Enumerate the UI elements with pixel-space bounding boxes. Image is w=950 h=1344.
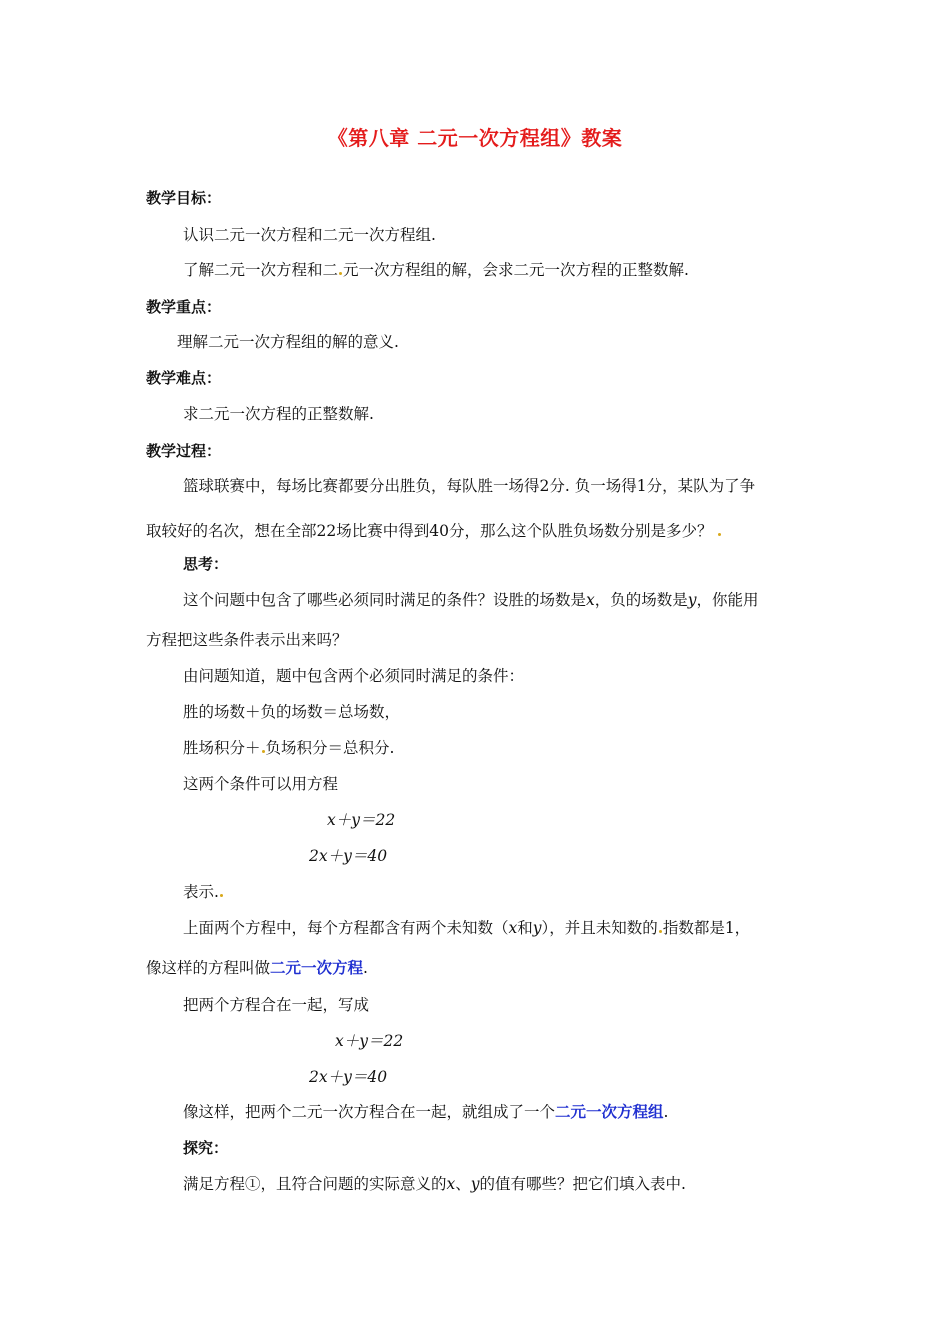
problem-line-2-text: 取较好的名次，想在全部22场比赛中得到40分，那么这个队胜负场数分别是多少？	[146, 522, 713, 540]
combine-intro: 把两个方程合在一起，写成	[183, 996, 370, 1014]
think-line-2: 方程把这些条件表示出来吗？	[146, 631, 348, 649]
explore-line-a: 满足方程①，且符合问题的实际意义的	[183, 1175, 447, 1193]
think-line-1-b: ，负的场数是	[594, 591, 688, 609]
definition-line-1-a: 上面两个方程中，每个方程都含有两个未知数（	[183, 919, 509, 937]
objectives-heading: 教学目标：	[146, 189, 222, 207]
think-line-1-a: 这个问题中包含了哪些必须同时满足的条件？设胜的场数是	[183, 591, 587, 609]
term-linear-equation-two-unknowns: 二元一次方程	[270, 959, 364, 977]
process-heading: 教学过程：	[146, 442, 222, 460]
conditions-intro: 由问题知道，题中包含两个必须同时满足的条件：	[183, 667, 525, 685]
equation-4: 2x＋y＝40	[309, 1068, 388, 1086]
system-definition-a: 像这样，把两个二元一次方程合在一起，就组成了一个	[183, 1103, 556, 1121]
system-definition-b: .	[663, 1103, 669, 1121]
definition-and: 和	[517, 919, 533, 937]
express-line	[183, 882, 224, 902]
equation-1: x＋y＝22	[327, 811, 396, 829]
variable-y: y	[532, 919, 542, 937]
key-points-heading: 教学重点：	[146, 298, 222, 316]
explore-separator: 、	[455, 1175, 471, 1193]
think-line-1-c: ，你能用	[696, 591, 759, 609]
definition-line-1	[183, 918, 750, 938]
equation-intro: 这两个条件可以用方程	[183, 775, 339, 793]
objectives-line-2	[183, 260, 689, 280]
think-heading: 思考：	[183, 555, 229, 573]
condition-1: 胜的场数＋负的场数＝总场数，	[183, 703, 401, 721]
definition-line-1-c: 指数都是1，	[662, 919, 751, 937]
condition-2-b: 负场积分＝总积分.	[265, 739, 395, 757]
difficulties-line-1: 求二元一次方程的正整数解.	[183, 405, 374, 423]
objectives-line-2-part-b: 元一次方程组的解，会求二元一次方程的正整数解.	[343, 261, 689, 279]
stray-dot-mark	[659, 930, 662, 933]
express-text: 表示.	[183, 883, 219, 901]
definition-line-2-b: .	[363, 959, 368, 977]
condition-2	[183, 738, 394, 758]
stray-dot-mark	[718, 533, 721, 536]
condition-2-a: 胜场积分＋	[183, 739, 261, 757]
stray-dot-mark	[339, 272, 342, 275]
definition-line-2	[146, 958, 368, 978]
variable-x: x	[508, 919, 518, 937]
problem-line-2	[146, 521, 722, 541]
equation-3: x＋y＝22	[335, 1032, 404, 1050]
definition-line-1-b: ），并且未知数的	[541, 919, 658, 937]
definition-line-2-a: 像这样的方程叫做	[146, 959, 271, 977]
variable-x: x	[446, 1175, 456, 1193]
explore-heading: 探究：	[183, 1139, 229, 1157]
system-definition	[183, 1102, 668, 1122]
difficulties-heading: 教学难点：	[146, 369, 222, 387]
key-points-line-1: 理解二元一次方程组的解的意义.	[177, 333, 399, 351]
document-title: 《第八章 二元一次方程组》教案	[327, 126, 623, 150]
think-line-1	[183, 590, 759, 610]
problem-line-1: 篮球联赛中，每场比赛都要分出胜负，每队胜一场得2分. 负一场得1分，某队为了争	[183, 477, 756, 495]
equation-2: 2x＋y＝40	[309, 847, 388, 865]
stray-dot-mark	[262, 750, 265, 753]
variable-x: x	[586, 591, 595, 609]
stray-dot-mark	[220, 894, 223, 897]
explore-line	[183, 1174, 686, 1194]
objectives-line-2-part-a: 了解二元一次方程和二	[183, 261, 339, 279]
variable-y: y	[687, 591, 697, 609]
term-system-of-equations: 二元一次方程组	[555, 1103, 664, 1121]
explore-line-b: 的值有哪些？把它们填入表中.	[479, 1175, 686, 1193]
variable-y: y	[470, 1175, 480, 1193]
objectives-line-1: 认识二元一次方程和二元一次方程组.	[183, 226, 436, 244]
